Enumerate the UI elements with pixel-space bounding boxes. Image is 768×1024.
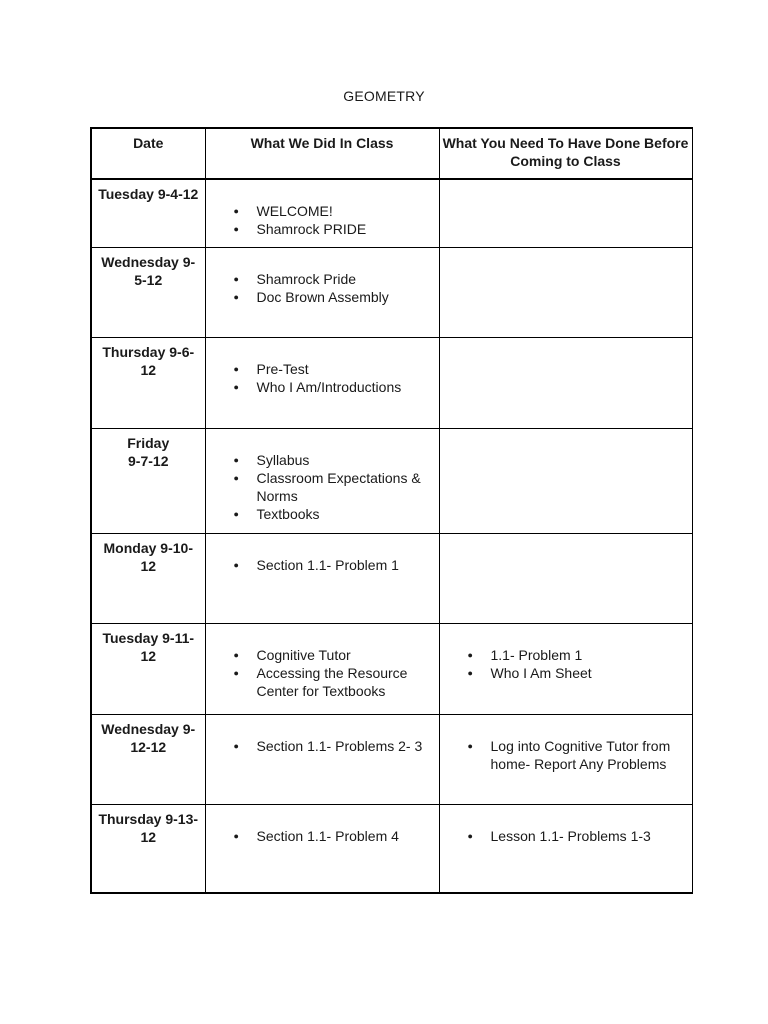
header-todo: What You Need To Have Done Before Coming to Class — [439, 128, 692, 179]
schedule-body — [91, 179, 692, 893]
date-cell — [91, 428, 205, 533]
list-item: ● Section 1.1- Problem 1 — [206, 556, 439, 574]
date-text: Wednesday 9- — [101, 253, 196, 270]
homework-cell — [439, 533, 692, 623]
table-row — [91, 533, 692, 623]
header-row — [91, 128, 692, 179]
date-cell — [91, 623, 205, 714]
homework-cell — [439, 623, 692, 714]
class-activity-cell — [205, 714, 439, 804]
class-activity-list — [206, 338, 439, 396]
list-item: ● Doc Brown Assembly — [206, 288, 439, 306]
date-text: 12 — [140, 647, 157, 664]
list-item: ● Pre-Test — [206, 360, 439, 378]
date-text: Wednesday 9- — [101, 720, 196, 737]
table-row — [91, 337, 692, 428]
schedule-table — [90, 127, 693, 894]
homework-list — [440, 624, 692, 682]
date-cell — [91, 714, 205, 804]
date-cell — [91, 533, 205, 623]
table-row — [91, 623, 692, 714]
homework-cell — [439, 337, 692, 428]
date-cell — [91, 247, 205, 337]
date-cell — [91, 179, 205, 247]
list-item: ● Section 1.1- Problems 2- 3 — [206, 737, 439, 755]
class-activity-cell — [205, 623, 439, 714]
homework-cell — [439, 714, 692, 804]
date-text: 12-12 — [130, 738, 167, 755]
date-text: Thursday 9-6- — [102, 343, 195, 360]
homework-cell — [439, 179, 692, 247]
list-item: ● Section 1.1- Problem 4 — [206, 827, 439, 845]
table-row — [91, 804, 692, 893]
table-row — [91, 714, 692, 804]
list-item: ● Classroom Expectations & Norms — [206, 469, 439, 505]
date-text: 9-7-12 — [128, 452, 169, 469]
date-text: Thursday 9-13- — [98, 810, 199, 827]
homework-list — [440, 805, 692, 845]
date-cell — [91, 337, 205, 428]
class-activity-cell — [205, 179, 439, 247]
list-item: ● Cognitive Tutor — [206, 646, 439, 664]
homework-list — [440, 715, 692, 773]
date-text: 12 — [140, 557, 157, 574]
header-did: What We Did In Class — [205, 128, 439, 179]
class-activity-list — [206, 624, 439, 700]
class-activity-cell — [205, 533, 439, 623]
class-activity-list — [206, 180, 439, 238]
date-text: 12 — [140, 828, 157, 845]
class-activity-list — [206, 429, 439, 523]
date-text: Tuesday 9-11- — [102, 629, 195, 646]
homework-cell — [439, 247, 692, 337]
list-item: ● 1.1- Problem 1 — [440, 646, 692, 664]
class-activity-list — [206, 534, 439, 574]
homework-cell — [439, 428, 692, 533]
header-date: Date — [91, 128, 205, 179]
class-activity-cell — [205, 247, 439, 337]
list-item: ● Shamrock Pride — [206, 270, 439, 288]
date-text: Friday — [127, 434, 170, 451]
table-row — [91, 247, 692, 337]
date-text: Monday 9-10- — [103, 539, 193, 556]
list-item: ● WELCOME! — [206, 202, 439, 220]
list-item: ● Who I Am Sheet — [440, 664, 692, 682]
homework-cell — [439, 804, 692, 893]
class-activity-list — [206, 248, 439, 306]
list-item: ● Lesson 1.1- Problems 1-3 — [440, 827, 692, 845]
class-activity-list — [206, 805, 439, 845]
list-item: ● Syllabus — [206, 451, 439, 469]
class-activity-cell — [205, 804, 439, 893]
list-item: ● Log into Cognitive Tutor from home- Report Any Problems — [440, 737, 692, 773]
list-item: ● Textbooks — [206, 505, 439, 523]
class-activity-cell — [205, 337, 439, 428]
class-activity-cell — [205, 428, 439, 533]
list-item: ● Accessing the Resource Center for Textbooks — [206, 664, 439, 700]
table-row — [91, 179, 692, 247]
page-title: GEOMETRY — [343, 88, 425, 104]
list-item: ● Who I Am/Introductions — [206, 378, 439, 396]
date-text: Tuesday 9-4-12 — [98, 186, 199, 202]
date-cell — [91, 804, 205, 893]
date-text: 12 — [140, 361, 157, 378]
list-item: ● Shamrock PRIDE — [206, 220, 439, 238]
date-text: 5-12 — [134, 271, 163, 288]
class-activity-list — [206, 715, 439, 755]
table-row — [91, 428, 692, 533]
